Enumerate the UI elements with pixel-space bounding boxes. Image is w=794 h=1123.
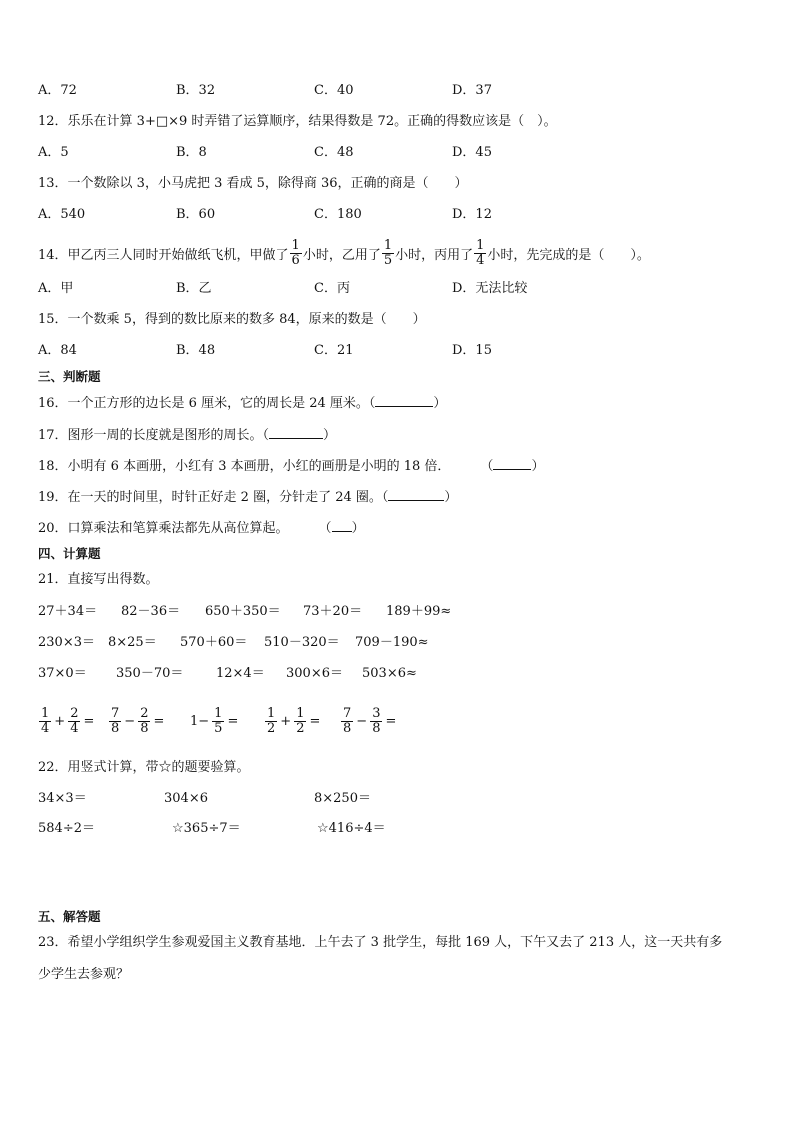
q21-fraction-expr-3 xyxy=(188,703,240,739)
numerator: 3 xyxy=(372,705,381,721)
question-15: 15．一个数乘 5，得到的数比原来的数多 84，原来的数是（ ） xyxy=(38,312,426,327)
q22-item: 8×250＝ xyxy=(314,791,371,806)
numerator: 2 xyxy=(70,705,79,721)
q15-option-b: B．48 xyxy=(176,343,216,358)
q14-mid-1: 小时，乙用了 xyxy=(302,247,381,263)
question-22: 22．用竖式计算，带☆的题要验算。 xyxy=(38,760,250,775)
q21-row1-item: 73＋20＝ xyxy=(303,604,363,619)
numerator: 2 xyxy=(140,705,149,721)
answer-blank[interactable] xyxy=(375,394,433,407)
operator: − xyxy=(124,713,136,729)
q13-option-d: D．12 xyxy=(452,207,492,222)
equals: = xyxy=(385,713,397,729)
q16-text: 16．一个正方形的边长是 6 厘米，它的周长是 24 厘米。（ xyxy=(38,396,376,411)
answer-blank[interactable] xyxy=(493,457,531,470)
q11-option-c: C．40 xyxy=(314,83,354,98)
denominator: 4 xyxy=(70,720,79,736)
question-18 xyxy=(38,457,544,476)
q12-option-d: D．45 xyxy=(452,145,492,160)
q19-end: ） xyxy=(444,490,458,505)
q21-fraction-expr-4 xyxy=(264,703,322,739)
denominator: 4 xyxy=(41,720,50,736)
q13-option-a: A．540 xyxy=(38,207,86,222)
q21-row2-item: 8×25＝ xyxy=(108,635,157,650)
q21-row3-item: 37×0＝ xyxy=(38,666,87,681)
q21-fraction-expr-1 xyxy=(38,703,96,739)
q14-option-d: D．无法比较 xyxy=(452,281,528,296)
q21-row3-item: 350－70＝ xyxy=(116,666,184,681)
denominator: 2 xyxy=(296,720,305,736)
q15-option-a: A．84 xyxy=(38,343,77,358)
q12-option-c: C．48 xyxy=(314,145,354,160)
denominator: 4 xyxy=(476,252,485,268)
q21-row1-item: 82－36＝ xyxy=(121,604,181,619)
q14-option-b: B．乙 xyxy=(176,281,212,296)
section-heading-word-problems: 五、解答题 xyxy=(38,909,101,924)
section-heading-judgment: 三、判断题 xyxy=(38,369,101,384)
equals: = xyxy=(83,713,95,729)
numerator: 7 xyxy=(111,705,120,721)
q22-item: 304×6 xyxy=(164,791,208,806)
q14-prefix: 14．甲乙丙三人同时开始做纸飞机，甲做了 xyxy=(38,247,289,263)
q14-option-c: C．丙 xyxy=(314,281,350,296)
q18-text: 18．小明有 6 本画册，小红有 3 本画册，小红的画册是小明的 18 倍． xyxy=(38,459,451,474)
numerator: 1 xyxy=(291,237,300,253)
equals: = xyxy=(227,713,239,729)
q21-row2-item: 570＋60＝ xyxy=(180,635,248,650)
answer-blank[interactable] xyxy=(388,488,444,501)
q12-option-b: B．8 xyxy=(176,145,207,160)
q14-fraction-1 xyxy=(290,239,302,268)
numerator: 1 xyxy=(41,705,50,721)
q21-row1-item: 27＋34＝ xyxy=(38,604,98,619)
q20-end: ） xyxy=(351,521,365,536)
q21-row2-item: 709－190≈ xyxy=(355,635,429,650)
denominator: 2 xyxy=(267,720,276,736)
q21-fraction-expr-2 xyxy=(108,703,166,739)
q16-end: ） xyxy=(433,396,447,411)
q22-item-starred: ☆416÷4＝ xyxy=(317,821,386,836)
equals: = xyxy=(153,713,165,729)
question-16 xyxy=(38,394,446,413)
q11-option-d: D．37 xyxy=(452,83,492,98)
operator: 1− xyxy=(190,713,210,729)
operator: + xyxy=(280,713,292,729)
numerator: 1 xyxy=(214,705,223,721)
q21-row3-item: 12×4＝ xyxy=(216,666,265,681)
q17-end: ） xyxy=(323,428,337,443)
question-13: 13．一个数除以 3，小马虎把 3 看成 5，除得商 36，正确的商是（ ） xyxy=(38,176,468,191)
q15-option-c: C．21 xyxy=(314,343,354,358)
question-21: 21．直接写出得数。 xyxy=(38,572,159,587)
question-17 xyxy=(38,426,336,445)
numerator: 7 xyxy=(343,705,352,721)
question-19 xyxy=(38,488,457,507)
section-heading-calculation: 四、计算题 xyxy=(38,546,101,561)
q18-paren: （ xyxy=(480,459,494,474)
q22-item-starred: ☆365÷7＝ xyxy=(172,821,241,836)
q11-option-b: B．32 xyxy=(176,83,216,98)
answer-blank[interactable] xyxy=(269,426,323,439)
q20-text: 20．口算乘法和笔算乘法都先从高位算起。 xyxy=(38,521,289,536)
numerator: 1 xyxy=(383,237,393,253)
operator: − xyxy=(356,713,368,729)
q21-row2-item: 510－320＝ xyxy=(264,635,340,650)
q14-fraction-2 xyxy=(382,239,394,268)
q14-mid-2: 小时，丙用了 xyxy=(395,247,474,263)
q17-text: 17．图形一周的长度就是图形的周长。（ xyxy=(38,428,270,443)
q21-row3-item: 503×6≈ xyxy=(362,666,417,681)
equals: = xyxy=(309,713,321,729)
q19-text: 19．在一天的时间里，时针正好走 2 圈，分针走了 24 圈。（ xyxy=(38,490,389,505)
q14-option-a: A．甲 xyxy=(38,281,74,296)
q22-item: 584÷2＝ xyxy=(38,821,95,836)
q11-option-a: A．72 xyxy=(38,83,77,98)
numerator: 1 xyxy=(296,705,305,721)
q18-end: ） xyxy=(531,459,545,474)
denominator: 5 xyxy=(383,252,393,268)
question-23-line-2: 少学生去参观？ xyxy=(38,967,130,982)
q21-row1-item: 650＋350＝ xyxy=(205,604,281,619)
q14-suffix: 小时，先完成的是（ ）。 xyxy=(487,247,650,263)
denominator: 8 xyxy=(372,720,381,736)
denominator: 8 xyxy=(140,720,149,736)
question-23-line-1: 23．希望小学组织学生参观爱国主义教育基地．上午去了 3 批学生，每批 169 人，下午又去了 213 人，这一天共有多 xyxy=(38,935,723,950)
q13-option-b: B．60 xyxy=(176,207,216,222)
q12-option-a: A．5 xyxy=(38,145,69,160)
q20-paren: （ xyxy=(318,521,332,536)
q21-row3-item: 300×6＝ xyxy=(286,666,343,681)
operator: + xyxy=(54,713,66,729)
q21-fraction-expr-5 xyxy=(340,703,398,739)
numerator: 1 xyxy=(267,705,276,721)
q21-row1-item: 189＋99≈ xyxy=(386,604,452,619)
denominator: 8 xyxy=(111,720,120,736)
numerator: 1 xyxy=(476,237,485,253)
question-14 xyxy=(38,235,650,271)
q13-option-c: C．180 xyxy=(314,207,362,222)
q14-fraction-3 xyxy=(474,239,486,268)
q15-option-d: D．15 xyxy=(452,343,492,358)
denominator: 6 xyxy=(291,252,300,268)
denominator: 5 xyxy=(214,720,223,736)
q22-item: 34×3＝ xyxy=(38,791,87,806)
question-12: 12．乐乐在计算 3+□×9 时弄错了运算顺序，结果得数是 72。正确的得数应该是（ ）。 xyxy=(38,114,557,129)
answer-blank[interactable] xyxy=(332,519,352,532)
question-20 xyxy=(38,519,365,538)
denominator: 8 xyxy=(343,720,352,736)
q21-row2-item: 230×3＝ xyxy=(38,635,95,650)
